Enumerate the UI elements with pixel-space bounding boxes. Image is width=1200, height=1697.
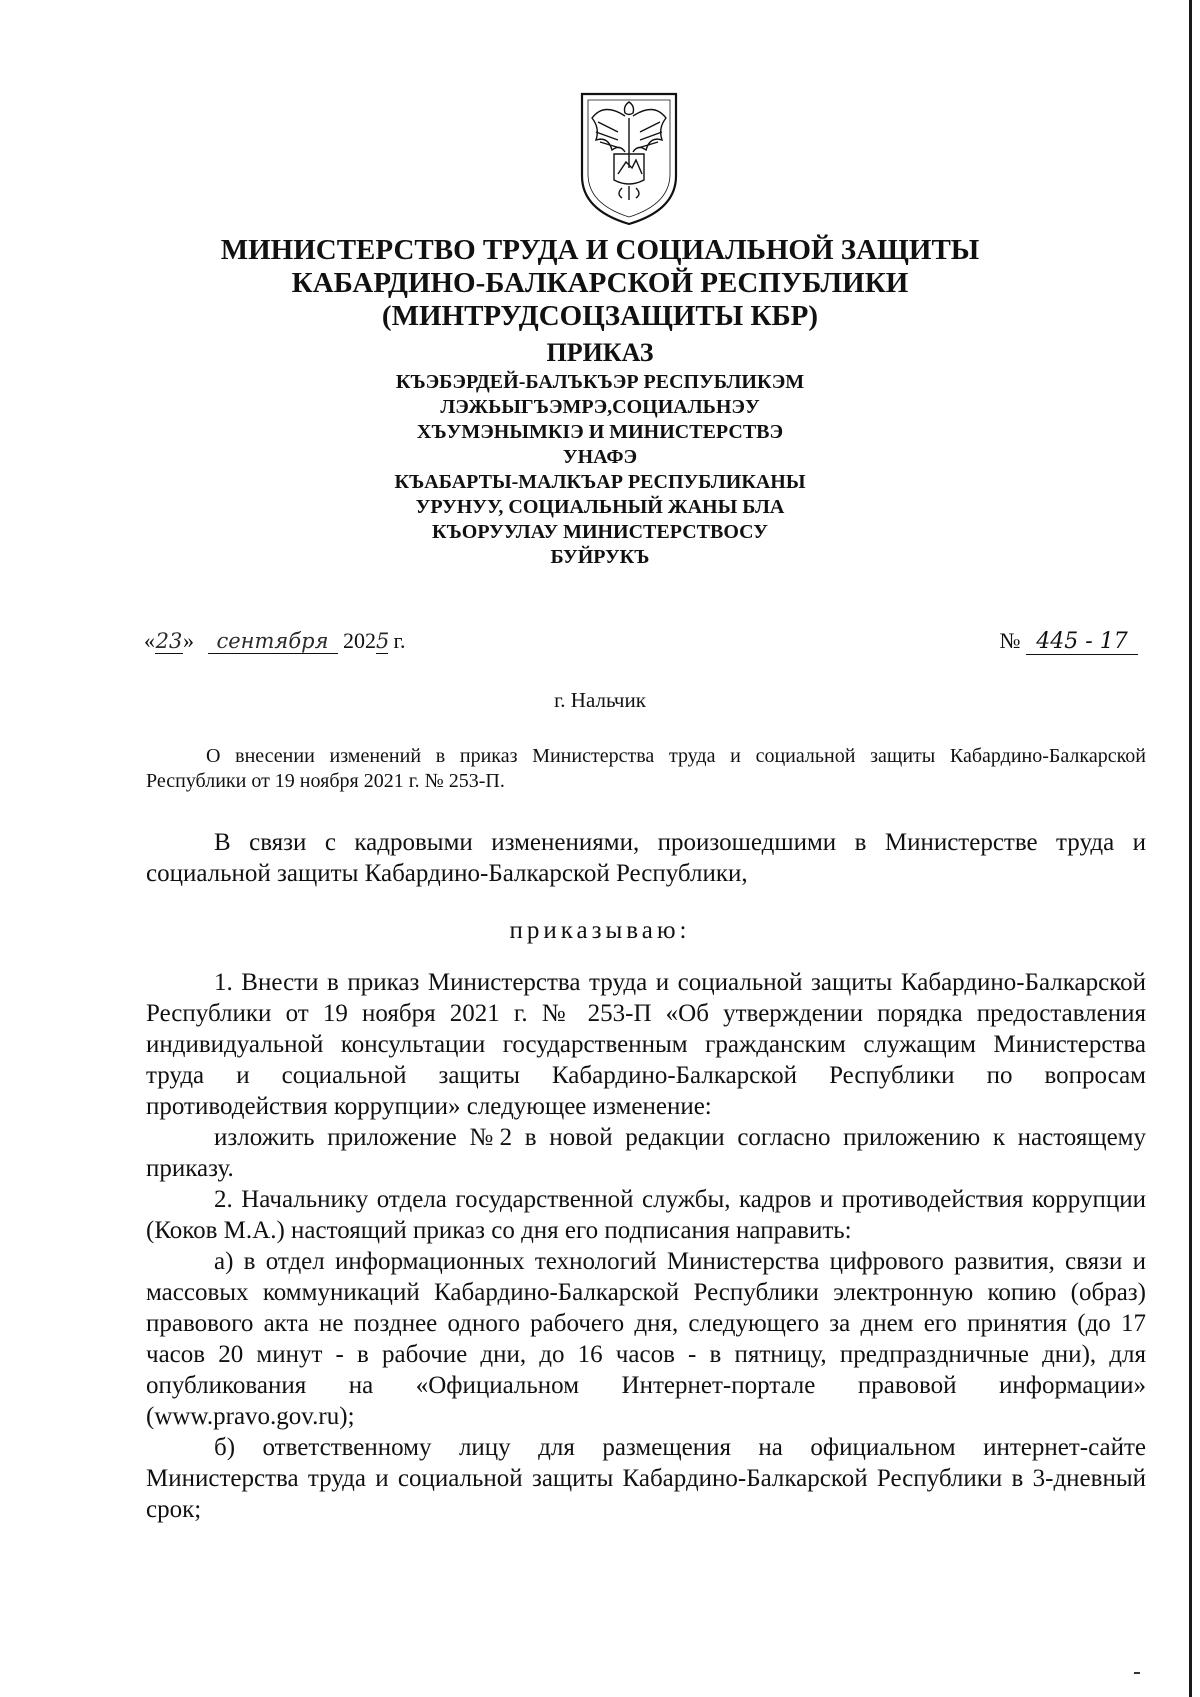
paragraph: 1. Внести в приказ Министерства труда и социальной защиты Кабардино-Балкарской Республики от 19 ноября 2021 г. № 253-П «Об утверждении порядка предоставления индивидуальной консультации государственным гражданским служащим Министерства труда и социальной защиты Кабардино-Балкарской Республики по вопросам противодействия коррупции» следующее изменение:	[146, 969, 1146, 1120]
scan-mark	[1134, 1672, 1140, 1674]
header-line: МИНИСТЕРСТВО ТРУДА И СОЦИАЛЬНОЙ ЗАЩИТЫ	[220, 234, 980, 266]
header-line: КЪЭБЭРДЕЙ-БАЛЪКЪЭР РЕСПУБЛИКЭМ	[395, 371, 805, 393]
scan-edge-line	[1189, 0, 1192, 1697]
header-line: КЪОРУУЛАУ МИНИСТЕРСТВОСУ	[432, 521, 768, 543]
order-subject	[146, 744, 1146, 794]
subject-text: О внесении изменений в приказ Министерства труда и социальной защиты Кабардино-Балкарской Республики от 19 ноября 2021 г. № 253-П.	[146, 745, 1146, 792]
date-open-quote: «	[144, 628, 155, 653]
header-line: ХЪУМЭНЫМКIЭ И МИНИСТЕРСТВЭ	[416, 421, 784, 443]
header-line: БУЙРУКЪ	[550, 546, 650, 568]
number-sign: №	[999, 628, 1021, 653]
order-body	[146, 967, 1146, 1525]
city-line: г. Нальчик	[554, 688, 646, 712]
paragraph: изложить приложение №2 в новой редакции согласно приложению к настоящему приказу.	[146, 1124, 1146, 1182]
date-year-suffix: 5	[376, 629, 390, 653]
order-title: ПРИКАЗ	[546, 338, 654, 367]
header-line: ЛЭЖЬЫГЪЭМРЭ,СОЦИАЛЬНЭУ	[440, 396, 760, 418]
number-value: 445 - 17	[1026, 629, 1138, 655]
paragraph: б) ответственному лицу для размещения на официальном интернет-сайте Министерства труда и социальной защиты Кабардино-Балкарской Республики в 3-дневный срок;	[146, 1434, 1146, 1523]
date-close-quote: »	[183, 628, 194, 653]
header-line: (МИНТРУДСОЦЗАЩИТЫ КБР)	[381, 300, 819, 332]
date-year-tail: г.	[388, 628, 406, 653]
ministry-name-russian	[150, 234, 1050, 333]
order-date	[144, 628, 406, 654]
order-number	[1000, 628, 1139, 655]
paragraph: а) в отдел информационных технологий Министерства цифрового развития, связи и массовых коммуникаций Кабардино-Балкарской Республики электронную копию (образ) правового акта не позднее одного рабочего дня, следующего за днем его принятия (до 17 часов 20 минут - в рабочие дни, до 16 часов - в пятницу, предпраздничные дни), для опубликования на «Официальном Интернет-портале правовой информации» (www.pravo.gov.ru);	[146, 1248, 1146, 1430]
order-word: приказываю:	[509, 917, 691, 944]
date-day: 23	[155, 629, 183, 653]
date-year-prefix: 202	[343, 628, 376, 653]
paragraph: 2. Начальнику отдела государственной службы, кадров и противодействия коррупции (Коков М.А.) настоящий приказ со дня его подписания направить:	[146, 1186, 1146, 1244]
preamble-block	[146, 827, 1146, 889]
header-line: УРУНУУ, СОЦИАЛЬНЫЙ ЖАНЫ БЛА	[415, 496, 785, 518]
coat-of-arms-emblem	[574, 88, 684, 228]
date-month: сентября	[208, 629, 338, 654]
ministry-name-kabardian-balkar	[150, 370, 1050, 570]
header-line: КЪАБАРТЫ-МАЛКЪАР РЕСПУБЛИКАНЫ	[394, 471, 806, 493]
preamble-text: В связи с кадровыми изменениями, произошедшими в Министерстве труда и социальной защиты Кабардино-Балкарской Республики,	[146, 829, 1146, 887]
header-line: КАБАРДИНО-БАЛКАРСКОЙ РЕСПУБЛИКИ	[291, 267, 909, 299]
header-line: УНАФЭ	[562, 446, 638, 468]
